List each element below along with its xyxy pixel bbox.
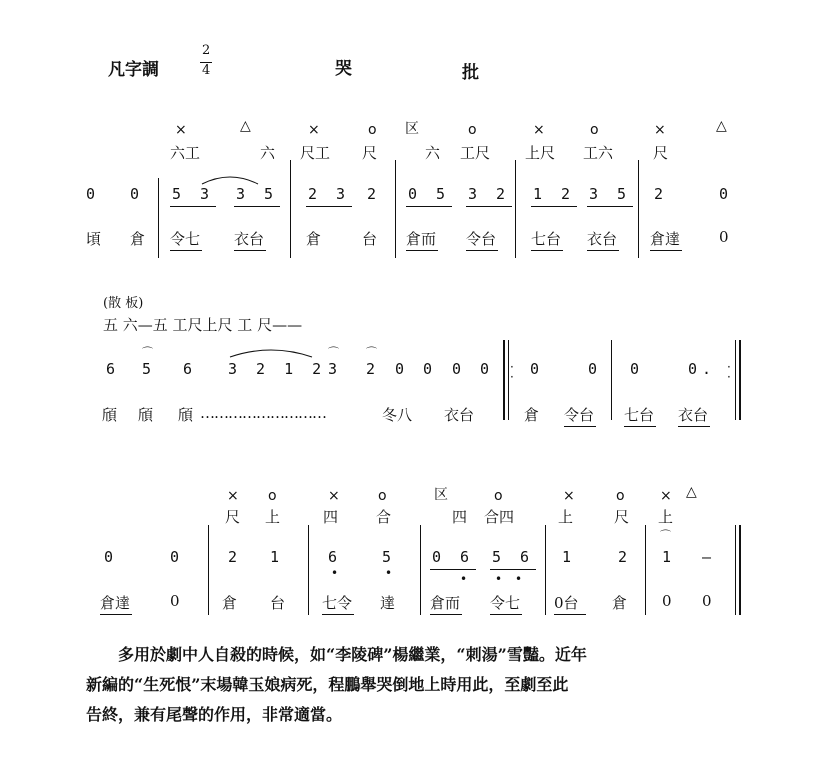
jianpu-note: 0. <box>688 360 717 378</box>
slur <box>200 172 260 186</box>
percussion-syllable: 七令 <box>322 594 353 612</box>
fermata-icon: ⌒ <box>328 346 339 359</box>
jianpu-note: 3 2 <box>468 185 511 203</box>
mark: o <box>268 488 277 504</box>
dot-below: • <box>331 566 339 580</box>
mark: △ <box>686 484 697 500</box>
gongche-note: 四 <box>323 508 339 526</box>
bar-line <box>290 160 291 258</box>
perc-underline <box>554 614 586 615</box>
jianpu-note: 1 <box>270 548 285 566</box>
jianpu-note: 0 5 <box>408 185 451 203</box>
dot-below: • <box>385 566 393 580</box>
perc-underline <box>490 614 522 615</box>
slur <box>228 345 314 359</box>
percussion-syllable: 台 <box>270 594 286 612</box>
gongche-note: 工尺 <box>460 144 491 162</box>
page-title-1: 哭 <box>335 59 352 79</box>
paragraph-line-2: 新編的“生死恨”末場韓玉娘病死，程鵬舉哭倒地上時用此，至劇至此 <box>86 675 569 694</box>
perc-underline <box>564 426 596 427</box>
mark: × <box>175 122 187 138</box>
jianpu-note: 0 6 <box>432 548 475 566</box>
bar-line <box>308 525 309 615</box>
gongche-note: 尺 <box>225 508 241 526</box>
mark: × <box>308 122 320 138</box>
percussion-syllable: 令七 <box>490 594 521 612</box>
percussion-syllable: 衣台 <box>444 406 475 424</box>
percussion-syllable: 七台 <box>624 406 655 424</box>
mark: o <box>616 488 625 504</box>
perc-underline <box>650 250 682 251</box>
perc-underline <box>234 250 266 251</box>
gongche-note: 尺 <box>653 144 669 162</box>
jianpu-note: 0 <box>130 185 145 203</box>
mark: o <box>368 122 377 138</box>
mark: × <box>563 488 575 504</box>
perc-underline <box>678 426 710 427</box>
bar-line <box>208 525 209 615</box>
percussion-syllable: 0 <box>170 592 180 610</box>
jianpu-note: 0 <box>719 185 734 203</box>
beam-line <box>490 569 536 570</box>
percussion-syllable: 0 <box>662 592 672 610</box>
mark: × <box>328 488 340 504</box>
gongche-note: 合 <box>376 508 392 526</box>
paragraph-line-1: 多用於劇中人自殺的時候，如“李陵碑”楊繼業，“刺湯”雪豔。近年 <box>118 645 587 664</box>
jianpu-note: 3 5 <box>236 185 279 203</box>
jianpu-note: 0 <box>170 548 185 566</box>
gongche-note: 上 <box>658 508 674 526</box>
jianpu-note: — <box>702 548 717 566</box>
jianpu-note: 5 <box>142 360 157 378</box>
perc-underline <box>322 614 354 615</box>
percussion-syllable: 達 <box>380 594 396 612</box>
bar-line <box>645 525 646 615</box>
mark: △ <box>716 118 727 134</box>
mode-label: 凡字調 <box>108 60 159 80</box>
repeat-dots: · · <box>727 360 731 384</box>
mark: o <box>590 122 599 138</box>
percussion-syllable: 倉達 <box>650 230 681 248</box>
percussion-syllable: 0台 <box>554 594 579 612</box>
jianpu-note: 0 <box>588 360 603 378</box>
mark: △ <box>240 118 251 134</box>
mark: o <box>378 488 387 504</box>
repeat-dots: · · <box>510 360 514 384</box>
dot-below: • <box>515 572 523 586</box>
beam-line <box>234 206 280 207</box>
perc-underline <box>170 250 202 251</box>
fermata-icon: ⌒ <box>366 346 377 359</box>
jianpu-note: 2 <box>618 548 633 566</box>
gongche-note: 尺工 <box>300 144 331 162</box>
perc-underline <box>587 250 619 251</box>
jianpu-note: 1 2 <box>533 185 576 203</box>
gongche-line: 五 六—五 工尺上尺 工 尺—— <box>103 316 303 334</box>
jianpu-note: 6 <box>106 360 121 378</box>
percussion-syllable: 台 <box>362 230 378 248</box>
jianpu-note: 3 2 1 2 <box>228 360 327 378</box>
gongche-note: 上 <box>265 508 281 526</box>
beam-line <box>406 206 452 207</box>
percussion-syllable: 倉 <box>306 230 322 248</box>
percussion-syllable: 頎 <box>102 406 118 424</box>
tempo-label: (散 板) <box>103 296 144 311</box>
jianpu-note: 5 6 <box>492 548 535 566</box>
repeat-bar <box>508 340 509 420</box>
jianpu-note: 6 <box>183 360 198 378</box>
mark: × <box>227 488 239 504</box>
jianpu-note: 2 <box>367 185 382 203</box>
jianpu-note: 2 <box>228 548 243 566</box>
gongche-note: 尺 <box>362 144 378 162</box>
percussion-syllable: 衣台 <box>678 406 709 424</box>
perc-underline <box>531 250 563 251</box>
jianpu-note: 0 <box>530 360 545 378</box>
gongche-note: 上尺 <box>525 144 556 162</box>
perc-underline <box>406 250 438 251</box>
gongche-note: 四 <box>452 508 468 526</box>
percussion-syllable: 0 <box>702 592 712 610</box>
percussion-syllable: 七台 <box>531 230 562 248</box>
jianpu-note: 0 <box>104 548 119 566</box>
bar-line <box>420 525 421 615</box>
time-signature-bottom: 4 <box>202 63 211 78</box>
jianpu-note: 6 <box>328 548 343 566</box>
mark: × <box>654 122 666 138</box>
mark: 区 <box>405 121 419 137</box>
gongche-note: 上 <box>558 508 574 526</box>
percussion-syllable: 倉 <box>524 406 540 424</box>
percussion-syllable: 冬八 <box>382 406 413 424</box>
jianpu-note: 0 <box>86 185 101 203</box>
beam-line <box>466 206 512 207</box>
final-bar <box>735 525 736 615</box>
fermata-icon: ⌒ <box>142 346 153 359</box>
final-bar <box>739 525 741 615</box>
bar-line <box>545 525 546 615</box>
mark: × <box>533 122 545 138</box>
jianpu-note: 2 <box>654 185 669 203</box>
gongche-note: 六 <box>260 144 276 162</box>
fermata-icon: ⌒ <box>660 529 671 542</box>
jianpu-note: 1 <box>562 548 577 566</box>
bar-line <box>515 160 516 258</box>
bar-line <box>638 160 639 258</box>
beam-line <box>531 206 577 207</box>
beam-line <box>306 206 352 207</box>
page-title-2: 批 <box>462 63 479 83</box>
gongche-note: 尺 <box>614 508 630 526</box>
repeat-bar <box>739 340 741 420</box>
mark: × <box>660 488 672 504</box>
jianpu-note: 2 <box>366 360 381 378</box>
jianpu-note: 5 <box>382 548 397 566</box>
repeat-bar <box>735 340 736 420</box>
jianpu-note: 3 <box>328 360 343 378</box>
jianpu-note: 3 5 <box>589 185 632 203</box>
mark: o <box>494 488 503 504</box>
paragraph-line-3: 告終，兼有尾聲的作用，非常適當。 <box>86 705 343 724</box>
percussion-syllable: 倉 <box>612 594 628 612</box>
percussion-syllable: 頃 <box>86 230 102 248</box>
percussion-syllable: 倉 <box>130 230 146 248</box>
percussion-syllable: 倉 <box>222 594 238 612</box>
gongche-note: 六 <box>425 144 441 162</box>
percussion-syllable: 令台 <box>466 230 497 248</box>
jianpu-note: 0 0 <box>452 360 495 378</box>
repeat-bar <box>503 340 505 420</box>
percussion-syllable: 頎 <box>178 406 194 424</box>
perc-underline <box>624 426 656 427</box>
dot-below: • <box>460 572 468 586</box>
beam-line <box>430 569 476 570</box>
percussion-syllable: 令台 <box>564 406 595 424</box>
gongche-note: 合四 <box>484 508 515 526</box>
bar-line <box>611 340 612 420</box>
time-signature-top: 2 <box>202 43 211 58</box>
bar-line <box>395 160 396 258</box>
percussion-syllable: 倉而 <box>406 230 437 248</box>
perc-underline <box>100 614 132 615</box>
percussion-syllable: 衣台 <box>234 230 265 248</box>
bar-line <box>158 178 159 258</box>
jianpu-note: 5 3 <box>172 185 215 203</box>
percussion-syllable: 倉達 <box>100 594 131 612</box>
perc-underline <box>466 250 498 251</box>
jianpu-note: 1 <box>662 548 677 566</box>
beam-line <box>587 206 633 207</box>
jianpu-note: 2 3 <box>308 185 351 203</box>
gongche-note: 六工 <box>170 144 201 162</box>
dot-below: • <box>495 572 503 586</box>
percussion-syllable: 0 <box>719 228 729 246</box>
percussion-syllable: 頎 <box>138 406 154 424</box>
beam-line <box>170 206 216 207</box>
percussion-syllable: ……………………… <box>200 404 326 422</box>
percussion-syllable: 令七 <box>170 230 201 248</box>
mark: 区 <box>434 487 448 503</box>
percussion-syllable: 倉而 <box>430 594 461 612</box>
jianpu-note: 0 <box>630 360 645 378</box>
percussion-syllable: 衣台 <box>587 230 618 248</box>
jianpu-note: 0 0 <box>395 360 438 378</box>
gongche-note: 工六 <box>583 144 614 162</box>
perc-underline <box>430 614 462 615</box>
mark: o <box>468 122 477 138</box>
